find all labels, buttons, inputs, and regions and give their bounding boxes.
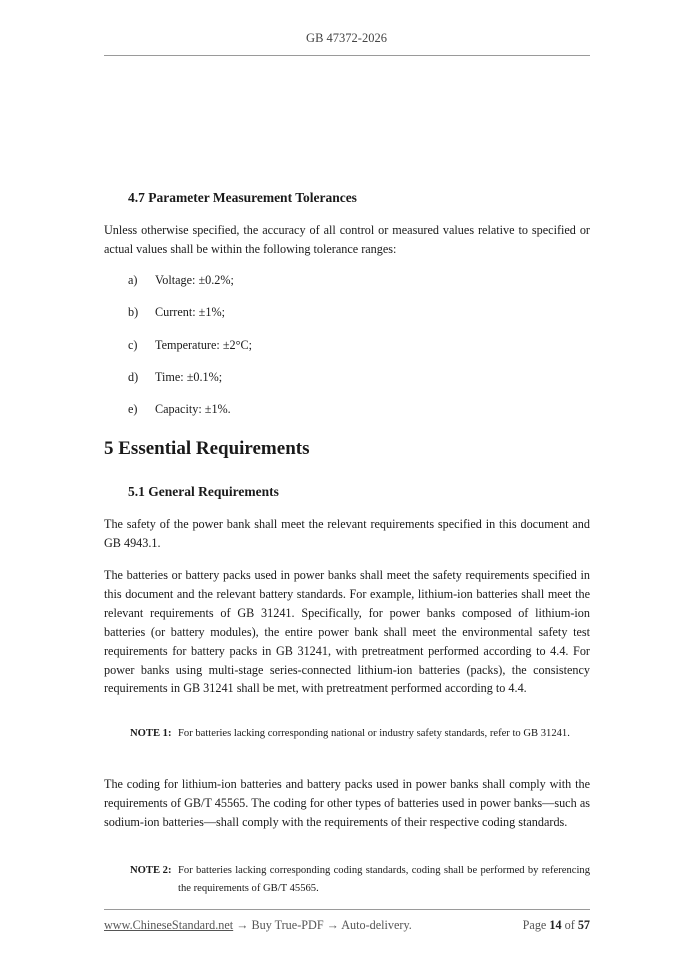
list-marker: b) [128,305,139,319]
section-4-7-intro: Unless otherwise specified, the accuracy of all control or measured values relative to specified or actual values shall be within the following tolerance ranges: [104,223,590,256]
document-number: GB 47372-2026 [306,31,387,45]
list-marker: c) [128,338,138,352]
list-marker: a) [128,273,138,287]
section-5-heading: 5 Essential Requirements [104,438,310,459]
section-5-1-heading: 5.1 General Requirements [128,484,279,499]
section-5-1-para-1: The safety of the power bank shall meet the relevant requirements specified in this document and GB 4943.1. [104,517,590,550]
list-text: Voltage: ±0.2%; [155,273,234,287]
section-4-7-heading: 4.7 Parameter Measurement Tolerances [128,190,357,205]
page-label: Page [522,918,547,932]
section-5-1-para-2: The batteries or battery packs used in power banks shall meet the safety requirements specified in this document and the relevant battery standards. For example, lithium-ion batteries shall meet the relevant requirements of GB 31241. Specifically, for power banks composed of lithium-ion batteries (or battery modules), the entire power bank shall meet the environmental safety test requirements for battery packs in GB 31241, with pretreatment performed according to 4.4. For power banks using multi-stage series-connected lithium-ion batteries (packs), the consistency requirements in GB 31241 shall be met, with pretreatment performed according to 4.4. [104,568,590,696]
arrow-right-icon: → [236,918,249,932]
page-current: 14 [549,918,562,932]
note-label: NOTE 2: [130,865,172,876]
list-text: Temperature: ±2°C; [155,338,253,352]
list-marker: d) [128,370,139,384]
list-text: Capacity: ±1%. [155,402,231,416]
buy-true-pdf-text: Buy True-PDF [251,918,324,932]
arrow-right-icon: → [326,918,339,932]
footer-divider [104,909,590,910]
site-link[interactable]: www.ChineseStandard.net [104,918,234,932]
list-text: Time: ±0.1%; [155,370,223,384]
page-total: 57 [577,918,590,932]
note-2 [130,862,590,897]
list-text: Current: ±1%; [155,305,225,319]
page-indicator [523,918,590,933]
auto-delivery-text: Auto-delivery. [341,918,412,932]
header-divider [104,55,590,56]
note-label: NOTE 1: [130,728,172,739]
list-marker: e) [128,402,138,416]
note-1 [130,725,590,743]
note-text: For batteries lacking corresponding national or industry safety standards, refer to GB 31241. [178,728,570,739]
page-of: of [564,918,575,932]
section-5-1-para-3: The coding for lithium-ion batteries and battery packs used in power banks shall comply with the requirements of GB/T 45565. The coding for other types of batteries used in power banks—such as sodium-ion batteries—shall comply with the requirements of their respective coding standards. [104,777,590,829]
note-text: For batteries lacking corresponding coding standards, coding shall be performed by referencing the requirements of GB/T 45565. [178,865,590,894]
